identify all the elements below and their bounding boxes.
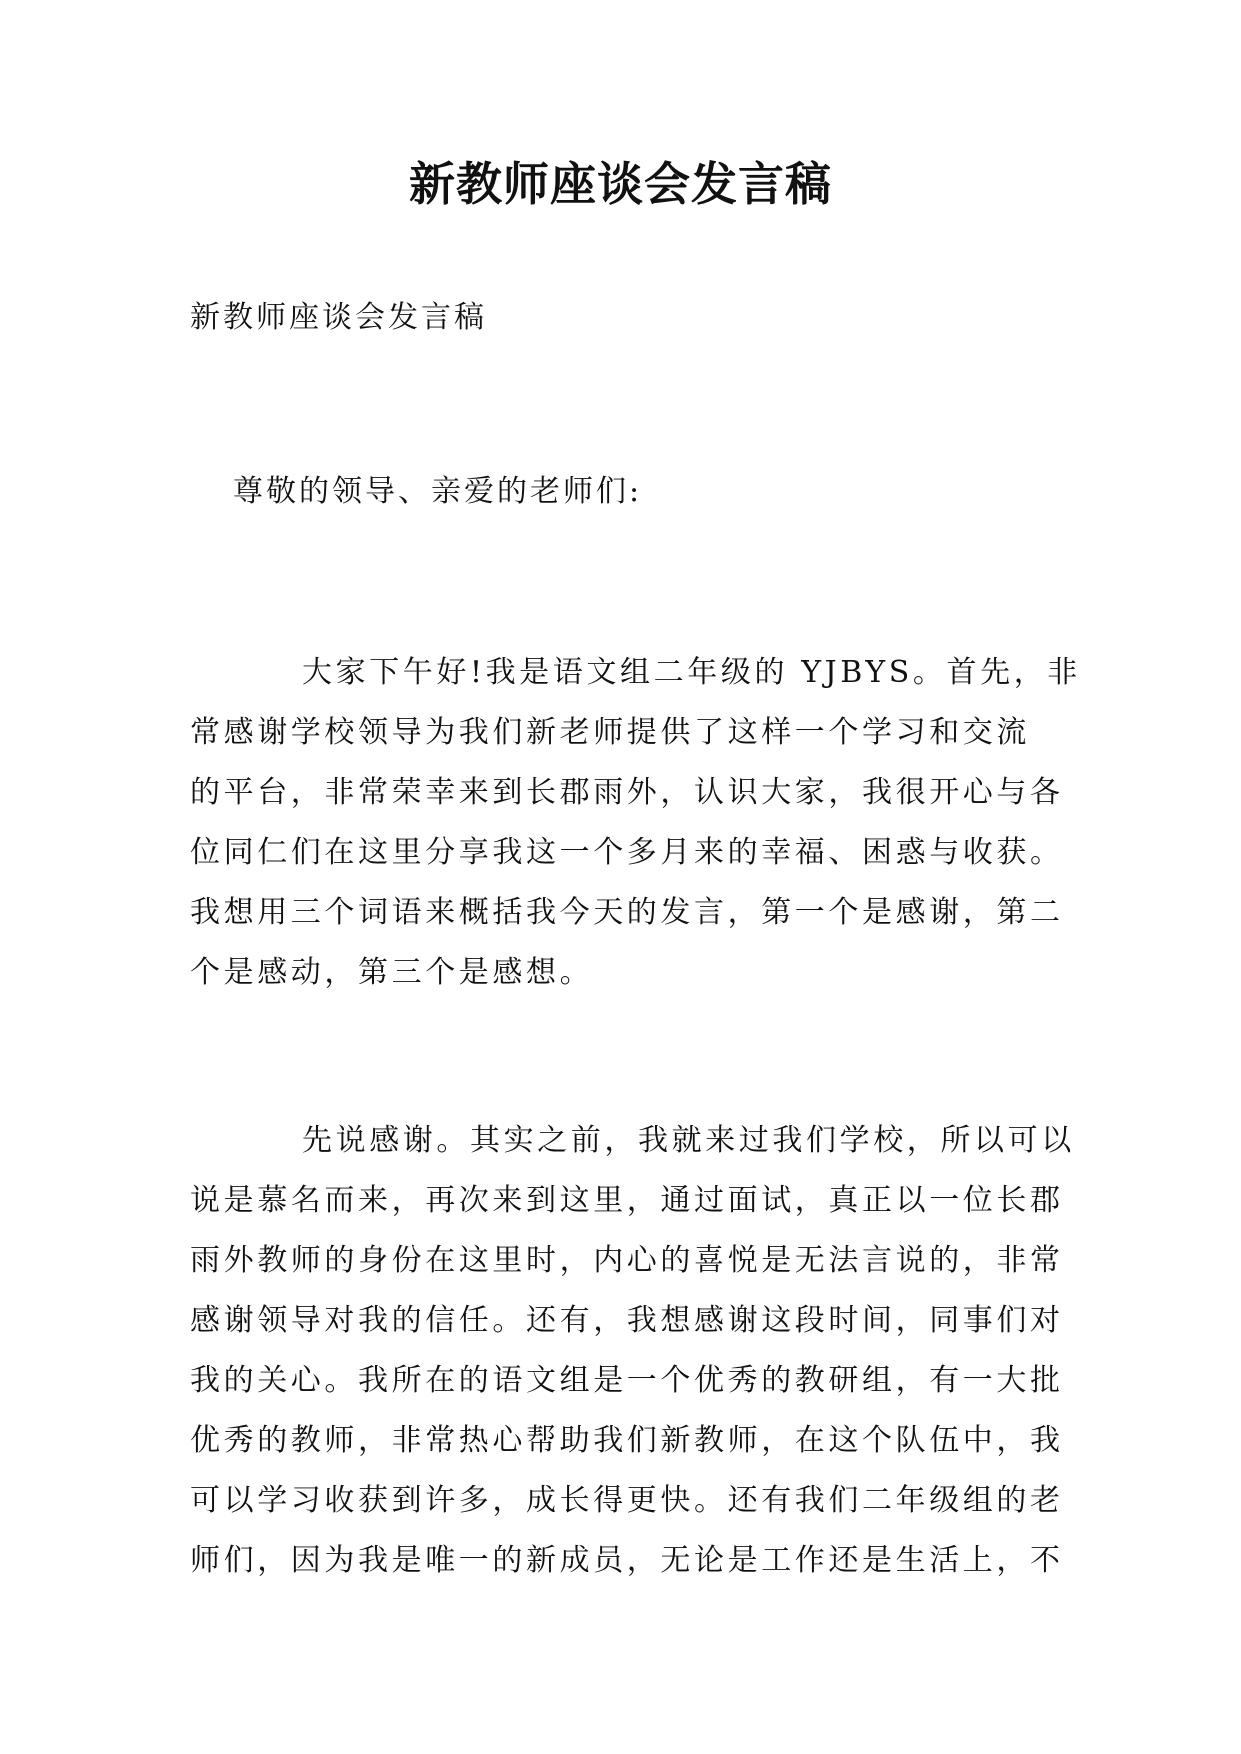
paragraph-line: 我的关心。我所在的语文组是一个优秀的教研组，有一大批: [190, 1363, 1064, 1398]
paragraph-line: 可以学习收获到许多，成长得更快。还有我们二年级组的老: [190, 1483, 1064, 1518]
document-subtitle: 新教师座谈会发言稿: [190, 300, 487, 335]
paragraph-gratitude: [190, 1111, 1075, 1591]
paragraph-line: 个是感动，第三个是感想。: [190, 955, 594, 990]
paragraph-line: 的平台，非常荣幸来到长郡雨外，认识大家，我很开心与各: [190, 775, 1064, 810]
paragraph-line: 优秀的教师，非常热心帮助我们新教师，在这个队伍中，我: [190, 1423, 1064, 1458]
paragraph-line: 常感谢学校领导为我们新老师提供了这样一个学习和交流: [190, 715, 1030, 750]
paragraph-line: 说是慕名而来，再次来到这里，通过面试，真正以一位长郡: [190, 1183, 1064, 1218]
paragraph-line: 我想用三个词语来概括我今天的发言，第一个是感谢，第二: [190, 895, 1064, 930]
paragraph-line: 位同仁们在这里分享我这一个多月来的幸福、困惑与收获。: [190, 835, 1064, 870]
paragraph-thanks-intro: [190, 643, 1081, 1003]
paragraph-line: 师们，因为我是唯一的新成员，无论是工作还是生活上，不: [190, 1543, 1064, 1578]
paragraph-line: 雨外教师的身份在这里时，内心的喜悦是无法言说的，非常: [190, 1243, 1064, 1278]
salutation: 尊敬的领导、亲爱的老师们:: [233, 474, 643, 509]
document-title: 新教师座谈会发言稿: [409, 157, 832, 211]
paragraph-line: 感谢领导对我的信任。还有，我想感谢这段时间，同事们对: [190, 1303, 1064, 1338]
paragraph-line: 先说感谢。其实之前，我就来过我们学校，所以可以: [302, 1123, 1075, 1158]
paragraph-line: 大家下午好!我是语文组二年级的 YJBYS。首先，非: [302, 655, 1081, 690]
